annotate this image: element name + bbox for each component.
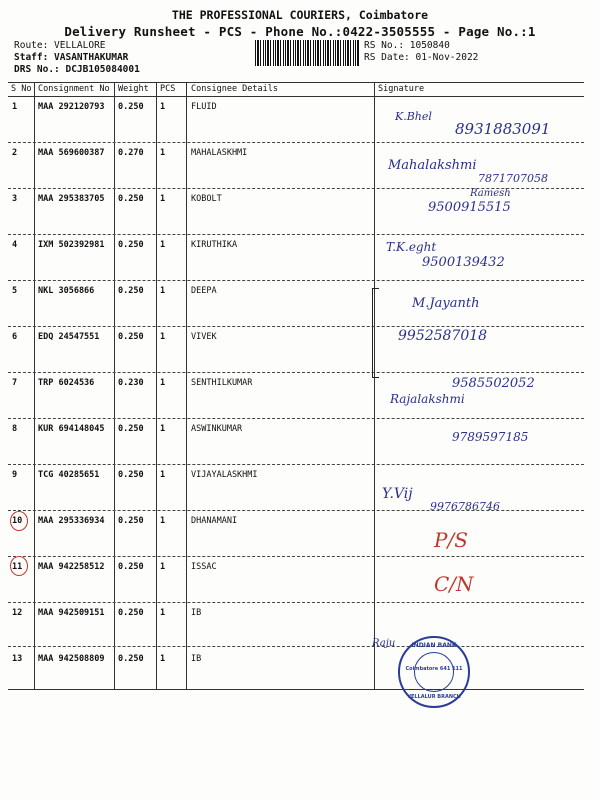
row-sno: 9 [12, 470, 18, 480]
row-consignment: IXM 502392981 [38, 240, 105, 250]
row-consignment: MAA 569600387 [38, 148, 105, 158]
row-consignee: DEEPA [191, 286, 217, 296]
row-divider [8, 646, 584, 647]
row-consignment: MAA 942258512 [38, 562, 105, 572]
row-consignment: MAA 292120793 [38, 102, 105, 112]
rs-date: RS Date: 01-Nov-2022 [364, 52, 479, 63]
signature-7-phone: 9585502052 [452, 376, 535, 391]
drs-number: DRS No.: DCJB105084001 [14, 64, 140, 75]
row-consignment: MAA 942508809 [38, 654, 105, 664]
signature-2-name: Mahalakshmi [388, 158, 477, 173]
row-sno: 4 [12, 240, 18, 250]
row-sno: 6 [12, 332, 18, 342]
signature-6-phone: 9952587018 [398, 328, 488, 344]
signature-7-name: Rajalakshmi [390, 392, 465, 406]
signature-4-name: T.K.eght [386, 240, 437, 254]
row-weight: 0.250 [118, 194, 144, 204]
row-consignee: VIVEK [191, 332, 217, 342]
row-consignment: MAA 295383705 [38, 194, 105, 204]
bank-stamp [398, 636, 470, 708]
row-consignment: KUR 694148045 [38, 424, 105, 434]
signature-6-name: M.Jayanth [412, 296, 480, 311]
signature-3-phone: 9500915515 [428, 200, 511, 215]
row-sno: 1 [12, 102, 18, 112]
row-pcs: 1 [160, 654, 166, 664]
signature-2-phone: 7871707058 [478, 172, 548, 185]
table-row [8, 558, 584, 604]
header-bottom-border [8, 96, 584, 97]
ps-remark: P/S [434, 528, 468, 552]
table-row [8, 512, 584, 558]
row-pcs: 1 [160, 608, 166, 618]
row-consignment: TRP 6024536 [38, 378, 95, 388]
row-pcs: 1 [160, 286, 166, 296]
row-consignee: MAHALASKHMI [191, 148, 248, 158]
row-consignment: MAA 295336934 [38, 516, 105, 526]
staff-label: Staff: VASANTHAKUMAR [14, 52, 129, 63]
row-weight: 0.250 [118, 516, 144, 526]
signature-9-name: Y.Vij [382, 486, 413, 502]
table-top-border [8, 82, 584, 83]
row-pcs: 1 [160, 516, 166, 526]
stamp-inner-ring [414, 652, 454, 692]
table-row [8, 282, 584, 328]
row-weight: 0.250 [118, 470, 144, 480]
header-consignment: Consignment No [38, 84, 110, 94]
signature-9-phone: 9976786746 [430, 500, 500, 513]
row-weight: 0.250 [118, 332, 144, 342]
row-sno: 11 [12, 562, 23, 572]
company-title: THE PROFESSIONAL COURIERS, Coimbatore [171, 8, 429, 22]
row-pcs: 1 [160, 332, 166, 342]
row-sno: 7 [12, 378, 18, 388]
row-weight: 0.270 [118, 148, 144, 158]
row-consignee: KIRUTHIKA [191, 240, 238, 250]
row-sno: 13 [12, 654, 23, 664]
rs-number: RS No.: 1050840 [364, 40, 450, 51]
row-consignee: KOBOLT [191, 194, 222, 204]
row-divider [8, 280, 584, 281]
row-sno: 2 [12, 148, 18, 158]
signature-12: Raju [372, 638, 396, 649]
row-divider [8, 234, 584, 235]
row-11-circle [10, 556, 28, 576]
signature-3-name: Ramesh [470, 188, 511, 199]
stamp-top-text: INDIAN BANK [411, 642, 457, 649]
row-10-circle [10, 511, 28, 531]
row-divider [8, 372, 584, 373]
row-divider [8, 418, 584, 419]
header-pcs: PCS [160, 84, 176, 94]
row-consignee: ASWINKUMAR [191, 424, 243, 434]
table-row [8, 604, 584, 650]
row-weight: 0.250 [118, 562, 144, 572]
row-pcs: 1 [160, 102, 166, 112]
row-consignee: VIJAYALASKHMI [191, 470, 258, 480]
row-divider [8, 464, 584, 465]
signature-4-phone: 9500139432 [422, 255, 505, 270]
row-consignee: ISSAC [191, 562, 217, 572]
table-row [8, 328, 584, 374]
row-weight: 0.250 [118, 424, 144, 434]
barcode [255, 40, 360, 66]
runsheet-title: Delivery Runsheet - PCS - Phone No.:0422-3505555 - Page No.:1 [64, 24, 536, 39]
row-consignee: FLUID [191, 102, 217, 112]
signature-1-phone: 8931883091 [455, 120, 551, 138]
row-consignment: EDQ 24547551 [38, 332, 100, 342]
row-divider [8, 142, 584, 143]
row-consignee: DHANAMANI [191, 516, 238, 526]
row-sno: 3 [12, 194, 18, 204]
row-pcs: 1 [160, 562, 166, 572]
row-pcs: 1 [160, 470, 166, 480]
signature-8-phone: 9789597185 [452, 430, 529, 444]
stamp-bottom-text: VELLALUR BRANCH [407, 694, 461, 700]
row-pcs: 1 [160, 194, 166, 204]
table-bottom-border [8, 689, 584, 690]
row-weight: 0.250 [118, 654, 144, 664]
row-sno: 12 [12, 608, 23, 618]
row-consignee: SENTHILKUMAR [191, 378, 253, 388]
row-consignment: MAA 942509151 [38, 608, 105, 618]
row-weight: 0.250 [118, 240, 144, 250]
row-consignee: IB [191, 608, 202, 618]
header-signature: Signature [378, 84, 425, 94]
cn-remark: C/N [434, 572, 474, 596]
route-label: Route: VELLALORE [14, 40, 106, 51]
row-pcs: 1 [160, 148, 166, 158]
signature-1-name: K.Bhel [395, 110, 432, 123]
header-weight: Weight [118, 84, 149, 94]
row-pcs: 1 [160, 424, 166, 434]
header-sno: S No [11, 84, 32, 94]
row-divider [8, 602, 584, 603]
row-consignment: NKL 3056866 [38, 286, 95, 296]
row-pcs: 1 [160, 378, 166, 388]
row-divider [8, 556, 584, 557]
row-weight: 0.250 [118, 608, 144, 618]
row-sno: 10 [12, 516, 23, 526]
row-weight: 0.250 [118, 286, 144, 296]
bracket-mark [372, 288, 379, 378]
row-consignee: IB [191, 654, 202, 664]
row-divider [8, 326, 584, 327]
row-weight: 0.250 [118, 102, 144, 112]
row-weight: 0.230 [118, 378, 144, 388]
row-consignment: TCG 40285651 [38, 470, 100, 480]
row-pcs: 1 [160, 240, 166, 250]
header-consignee: Consignee Details [191, 84, 278, 94]
row-sno: 5 [12, 286, 18, 296]
stamp-center-text: Coimbatore 641 111 [405, 666, 463, 672]
row-sno: 8 [12, 424, 18, 434]
